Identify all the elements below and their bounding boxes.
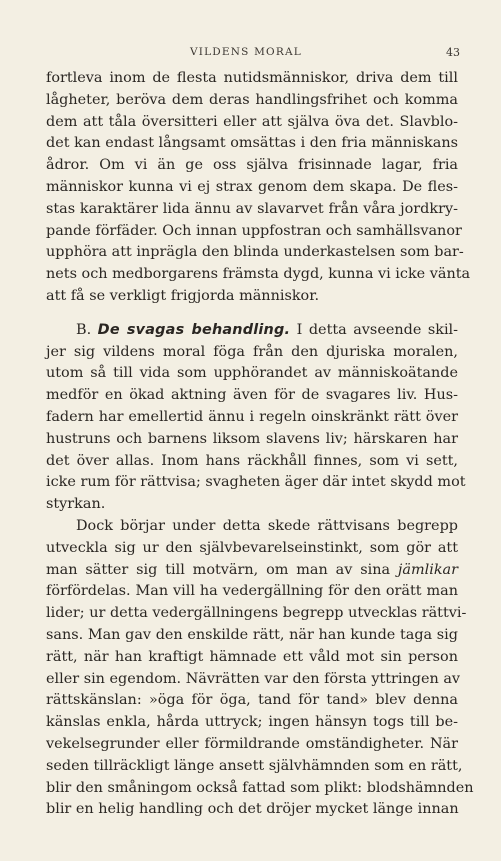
page-number: 43 [446, 46, 460, 59]
line-text: man sätter sig till motvärn, om man av sina [46, 561, 398, 578]
text-line: Dock börjar under detta skede rättvisans begrepp [76, 517, 458, 534]
text-line: eller sin egendom. Nävrätten var den första yttringen av [46, 670, 461, 687]
text-line: blir en helig handling och det dröjer mycket länge innan [46, 801, 459, 818]
text-line: det kan endast långsamt omsättas i den fria människans [46, 135, 458, 152]
paragraph-gap [46, 308, 458, 320]
text-line: att få se verkligt frigjorda människor. [46, 287, 320, 304]
text-line: känslas enkla, hårda uttryck; ingen hänsyn togs till be- [46, 714, 458, 731]
body-text [46, 68, 474, 821]
text-line: fadern har emellertid ännu i regeln oinskränkt rätt över [46, 408, 458, 425]
text-line: styrkan. [46, 496, 106, 513]
text-line: lågheter, beröva dem deras handlingsfrihet och komma [46, 91, 458, 108]
text-line: dem att tåla översitteri eller att själva öva det. Slavblo- [46, 113, 458, 130]
text-line: det över allas. Inom hans räckhåll finnes, som vi sett, [46, 452, 458, 469]
text-line: vekelsegrunder eller förmildrande omständigheter. När [46, 735, 458, 752]
text-line: lider; ur detta vedergällningens begrepp utvecklas rättvi- [46, 605, 467, 622]
italic-word: jämlikar [397, 561, 458, 578]
text-line: blir den småningom också fattad som plikt: blodshämnden [46, 779, 474, 796]
text-line-with-italic [46, 560, 458, 582]
text-line: människor kunna vi ej strax genom dem skapa. De fles- [46, 178, 458, 195]
text-line: sans. Man gav den enskilde rätt, när han kunde taga sig [46, 626, 458, 643]
paragraph-3 [46, 516, 474, 821]
text-line: förfördelas. Man vill ha vedergällning för den orätt man [46, 583, 458, 600]
section-heading-rest: I detta avseende skil- [296, 321, 459, 338]
running-head [0, 46, 501, 62]
text-line: ådror. Om vi än ge oss själva frisinnade lagar, fria [46, 157, 458, 174]
text-line: rätt, när han kraftigt hämnade ett våld mot sin person [46, 648, 458, 665]
paragraph-1 [46, 68, 471, 308]
text-line: upphöra att inprägla den blinda underkastelsen som bar- [46, 244, 464, 261]
text-line: rättskänslan: »öga för öga, tand för tand» blev denna [46, 692, 458, 709]
running-head-title: VILDENS MORAL [190, 46, 302, 58]
section-label: B. [76, 321, 92, 338]
text-line: medför en ökad aktning även för de svagares liv. Hus- [46, 387, 458, 404]
section-b [46, 320, 466, 516]
text-line: seden tillräckligt länge ansett självhämnden som en rätt, [46, 757, 463, 774]
text-line: stas karaktärer lida ännu av slavarvet från våra jordkry- [46, 200, 458, 217]
text-line: utom så till vida som upphörandet av människoätande [46, 365, 458, 382]
text-line: jer sig vildens moral föga från den djuriska moralen, [46, 343, 458, 360]
section-title: De svagas behandling. [97, 321, 291, 338]
text-line: pande förfäder. Och innan uppfostran och samhällsvanor [46, 222, 462, 239]
text-line: utveckla sig ur den självbevarelseinstinkt, som gör att [46, 539, 458, 556]
text-line: hustruns och barnens liksom slavens liv; härskaren har [46, 430, 458, 447]
text-line: nets och medborgarens främsta dygd, kunna vi icke vänta [46, 266, 471, 283]
text-line: fortleva inom de flesta nutidsmänniskor, driva dem till [46, 70, 458, 86]
text-line: icke rum för rättvisa; svagheten äger där intet skydd mot [46, 474, 466, 491]
section-heading-line [46, 320, 458, 342]
